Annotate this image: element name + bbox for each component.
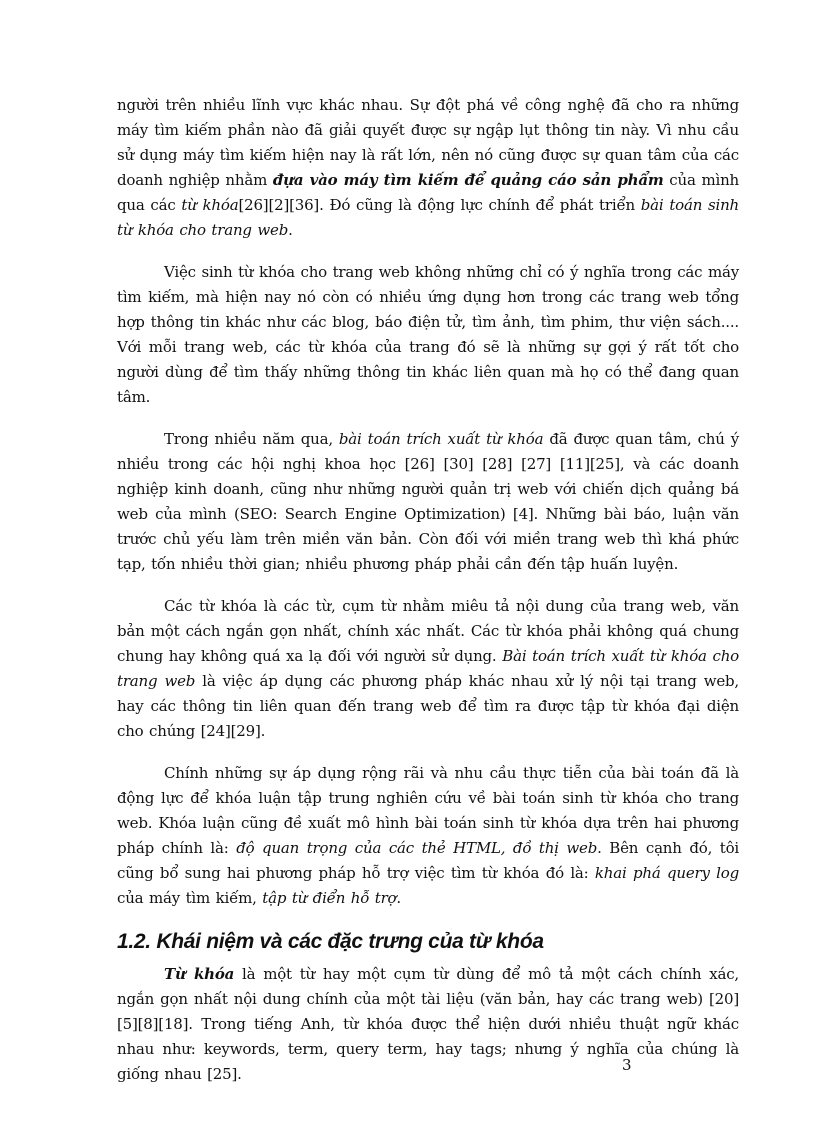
paragraph-text: . Bên cạnh đó, tôi cũng bổ sung hai phương pháp hỗ trợ việc tìm từ khóa đó là: [117, 839, 739, 882]
paragraph-text: . [288, 221, 293, 239]
page-number: 3 [622, 1056, 632, 1074]
paragraph-text: người trên nhiều lĩnh vực khác nhau. Sự đột phá về công nghệ đã cho ra những máy tìm kiếm phần nào đã giải quyết được sự ngập lụt thông tin này. Vì nhu cầu sử dụng máy tìm kiếm hiện nay là rất lớn, nên nó cũng được sự quan tâm của các doanh nghiệp nhằm [117, 96, 739, 189]
emphasis-text: Bài toán trích xuất từ khóa cho trang web [117, 647, 739, 690]
emphasis-text: khai phá query log [594, 864, 739, 882]
paragraph [117, 427, 739, 577]
paragraph [117, 93, 739, 243]
section-heading: 1.2. Khái niệm và các đặc trưng của từ khóa [117, 930, 544, 953]
paragraph-text: đã được quan tâm, chú ý nhiều trong các hội nghị khoa học [26] [30] [28] [27] [11][25], và các doanh nghiệp kinh doanh, cũng như những người quản trị web với chiến dịch quảng bá web của mình (SEO: Search Engine Optimization) [4]. Những bài báo, luận văn trước chủ yếu làm trên miền văn bản. Còn đối với miền trang web thì khá phức tạp, tốn nhiều thời gian; nhiều phương pháp phải cần đến tập huấn luyện. [117, 430, 739, 573]
paragraph [117, 594, 739, 744]
body-paragraphs [117, 93, 739, 911]
paragraph-text: Chính những sự áp dụng rộng rãi và nhu cầu thực tiễn của bài toán đã là động lực để khóa luận tập trung nghiên cứu về bài toán sinh từ khóa cho trang web. Khóa luận cũng đề xuất mô hình bài toán sinh từ khóa dựa trên hai phương pháp chính là: [117, 764, 739, 857]
emphasis-text: đựa vào máy tìm kiếm để quảng cáo sản phẩm [272, 171, 664, 189]
paragraph-text: . [396, 889, 401, 907]
definition-paragraphs [117, 962, 739, 1087]
paragraph-text: của mình qua các [117, 171, 739, 214]
paragraph [117, 260, 739, 410]
emphasis-text: độ quan trọng của các thẻ HTML, đồ thị web [236, 839, 598, 857]
emphasis-text: từ khóa [181, 196, 239, 214]
document-page [117, 93, 739, 1087]
paragraph-text: Việc sinh từ khóa cho trang web không những chỉ có ý nghĩa trong các máy tìm kiếm, mà hiện nay nó còn có nhiều ứng dụng hơn trong các trang web tổng hợp thông tin khác như các blog, báo điện tử, tìm ảnh, tìm phim, thư viện sách.... Với mỗi trang web, các từ khóa của trang đó sẽ là những sự gợi ý rất tốt cho người dùng để tìm thấy những thông tin khác liên quan mà họ có thể đang quan tâm. [117, 263, 739, 406]
emphasis-text: Từ khóa [164, 965, 235, 983]
paragraph-text: của máy tìm kiếm, [117, 889, 263, 907]
paragraph-text: Trong nhiều năm qua, [164, 430, 339, 448]
emphasis-text: tập từ điển hỗ trợ [262, 889, 397, 907]
emphasis-text: bài toán trích xuất từ khóa [338, 430, 544, 448]
paragraph-text: là việc áp dụng các phương pháp khác nhau xử lý nội tại trang web, hay các thông tin liên quan đến trang web để tìm ra được tập từ khóa đại diện cho chúng [24][29]. [117, 672, 739, 740]
paragraph-text: Các từ khóa là các từ, cụm từ nhằm miêu tả nội dung của trang web, văn bản một cách ngắn gọn nhất, chính xác nhất. Các từ khóa phải không quá chung chung hay không quá xa lạ đối với người sử dụng. [117, 597, 739, 665]
paragraph-text: [26][2][36]. Đó cũng là động lực chính để phát triển [238, 196, 641, 214]
paragraph [117, 962, 739, 1087]
paragraph-text: là một từ hay một cụm từ dùng để mô tả một cách chính xác, ngắn gọn nhất nội dung chính của một tài liệu (văn bản, hay các trang web) [20][5][8][18]. Trong tiếng Anh, từ khóa được thể hiện dưới nhiều thuật ngữ khác nhau như: keywords, term, query term, hay tags; nhưng ý nghĩa của chúng là giống nhau [25]. [117, 965, 739, 1083]
paragraph [117, 761, 739, 911]
emphasis-text: bài toán sinh từ khóa cho trang web [117, 196, 740, 239]
